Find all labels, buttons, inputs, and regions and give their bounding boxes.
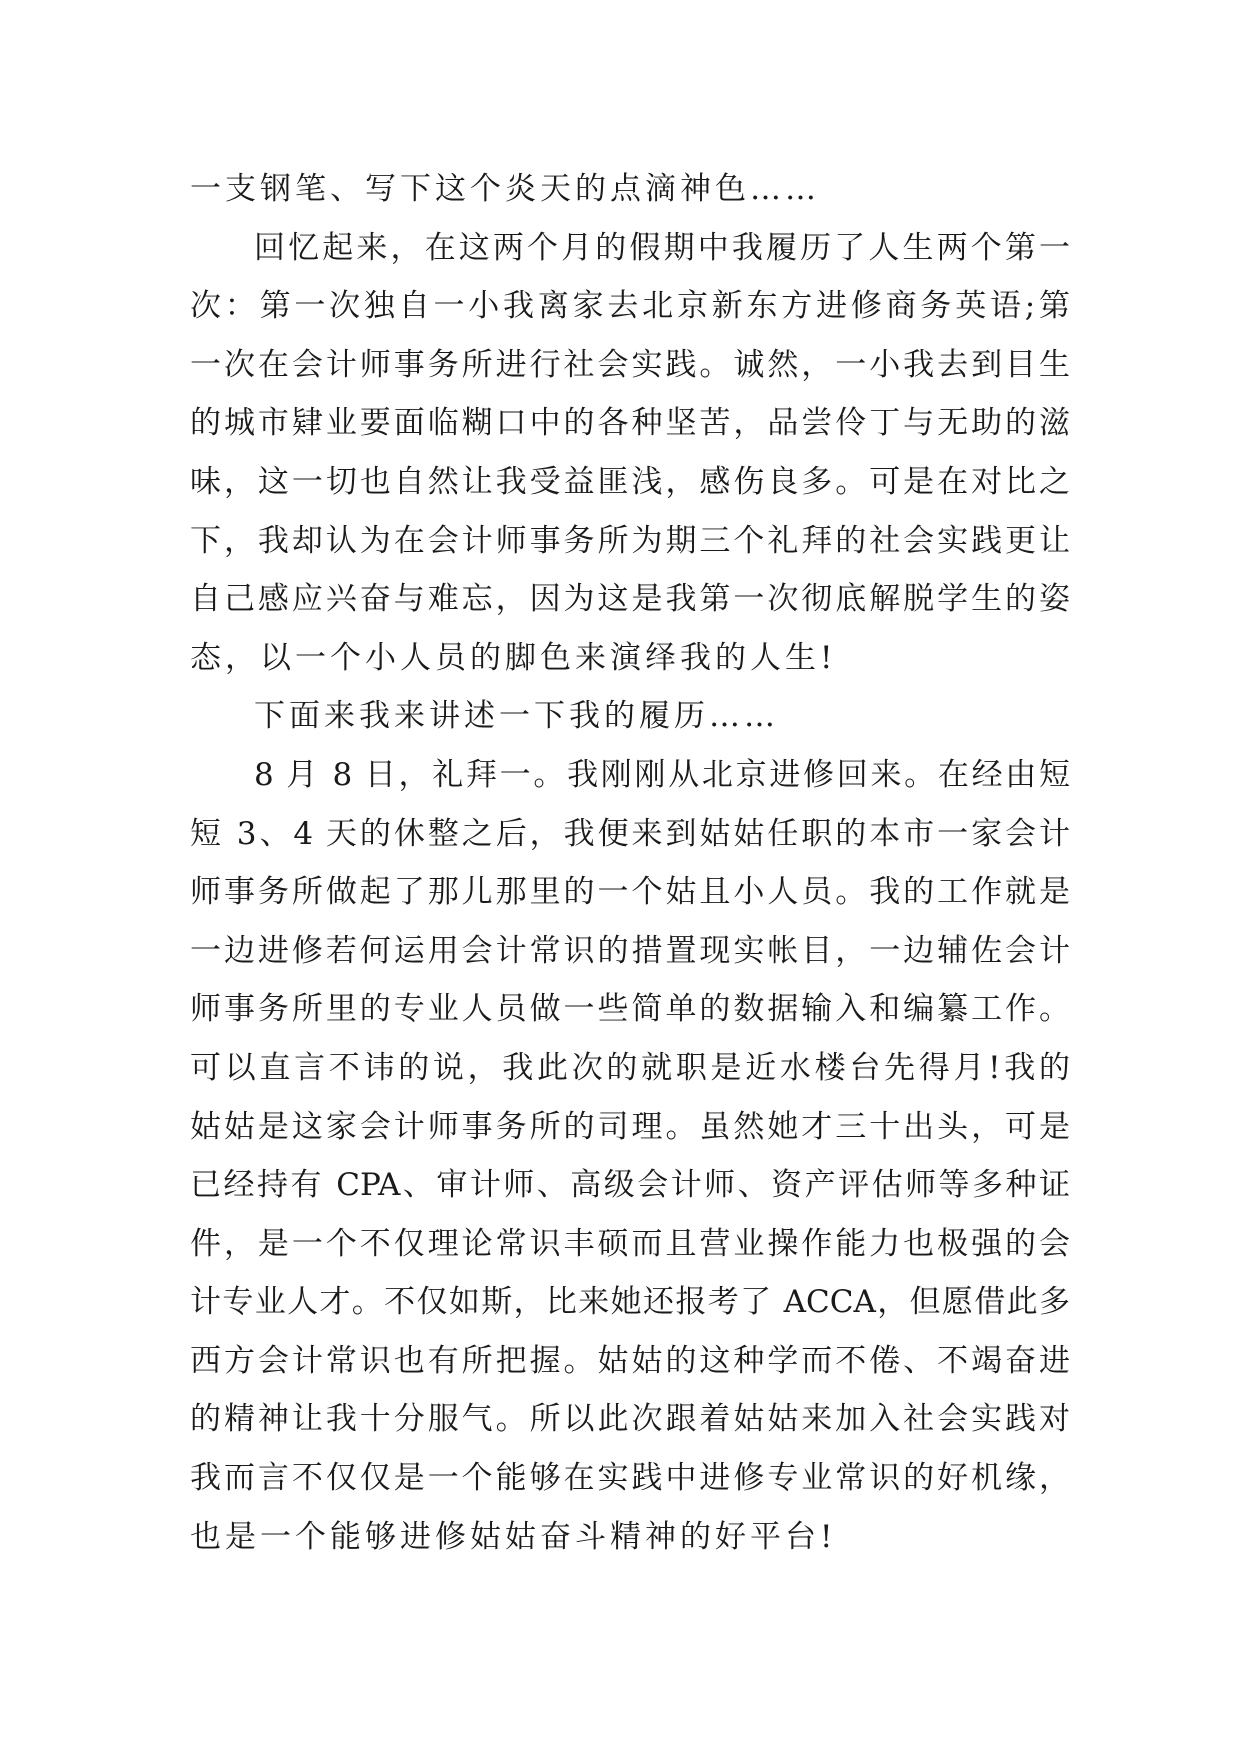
text-line: 一边进修若何运用会计常识的措置现实帐目，一边辅佐会计 bbox=[190, 932, 1070, 969]
text-line: 态，以一个小人员的脚色来演绎我的人生! bbox=[190, 639, 837, 676]
text-line: 自己感应兴奋与难忘，因为这是我第一次彻底解脱学生的姿 bbox=[190, 581, 1070, 618]
text-line: 短 3、4 天的休整之后，我便来到姑姑任职的本市一家会计 bbox=[190, 815, 1070, 852]
text-line: 8 月 8 日，礼拜一。我刚刚从北京进修回来。在经由短 bbox=[254, 756, 1070, 793]
text-line: 可以直言不讳的说，我此次的就职是近水楼台先得月!我的 bbox=[190, 1049, 1070, 1086]
text-line: 味，这一切也自然让我受益匪浅，感伤良多。可是在对比之 bbox=[190, 463, 1070, 500]
text-line: 下面来我来讲述一下我的履历…… bbox=[254, 698, 779, 735]
text-line: 的城市肄业要面临糊口中的各种坚苦，品尝伶丁与无助的滋 bbox=[190, 405, 1070, 442]
text-line: 一次在会计师事务所进行社会实践。诚然，一小我去到目生 bbox=[190, 346, 1070, 383]
text-line: 西方会计常识也有所把握。姑姑的这种学而不倦、不竭奋进 bbox=[190, 1342, 1070, 1379]
text-line: 已经持有 CPA、审计师、高级会计师、资产评估师等多种证 bbox=[190, 1167, 1070, 1204]
text-line: 姑姑是这家会计师事务所的司理。虽然她才三十出头，可是 bbox=[190, 1108, 1070, 1145]
text-line: 下，我却认为在会计师事务所为期三个礼拜的社会实践更让 bbox=[190, 522, 1070, 559]
text-line: 一支钢笔、写下这个炎天的点滴神色…… bbox=[190, 171, 820, 207]
text-line: 次：第一次独自一小我离家去北京新东方进修商务英语;第 bbox=[190, 288, 1070, 325]
text-line: 件，是一个不仅理论常识丰硕而且营业操作能力也极强的会 bbox=[190, 1225, 1070, 1262]
text-line: 我而言不仅仅是一个能够在实践中进修专业常识的好机缘， bbox=[190, 1460, 1070, 1497]
text-line: 回忆起来，在这两个月的假期中我履历了人生两个第一 bbox=[254, 229, 1070, 266]
document-body bbox=[190, 160, 1070, 1566]
text-line: 师事务所做起了那儿那里的一个姑且小人员。我的工作就是 bbox=[190, 874, 1070, 911]
text-line: 的精神让我十分服气。所以此次跟着姑姑来加入社会实践对 bbox=[190, 1401, 1070, 1438]
text-line: 师事务所里的专业人员做一些简单的数据输入和编纂工作。 bbox=[190, 991, 1070, 1028]
text-line: 也是一个能够进修姑姑奋斗精神的好平台! bbox=[190, 1518, 837, 1555]
text-line: 计专业人才。不仅如斯，比来她还报考了 ACCA，但愿借此多 bbox=[190, 1284, 1070, 1321]
